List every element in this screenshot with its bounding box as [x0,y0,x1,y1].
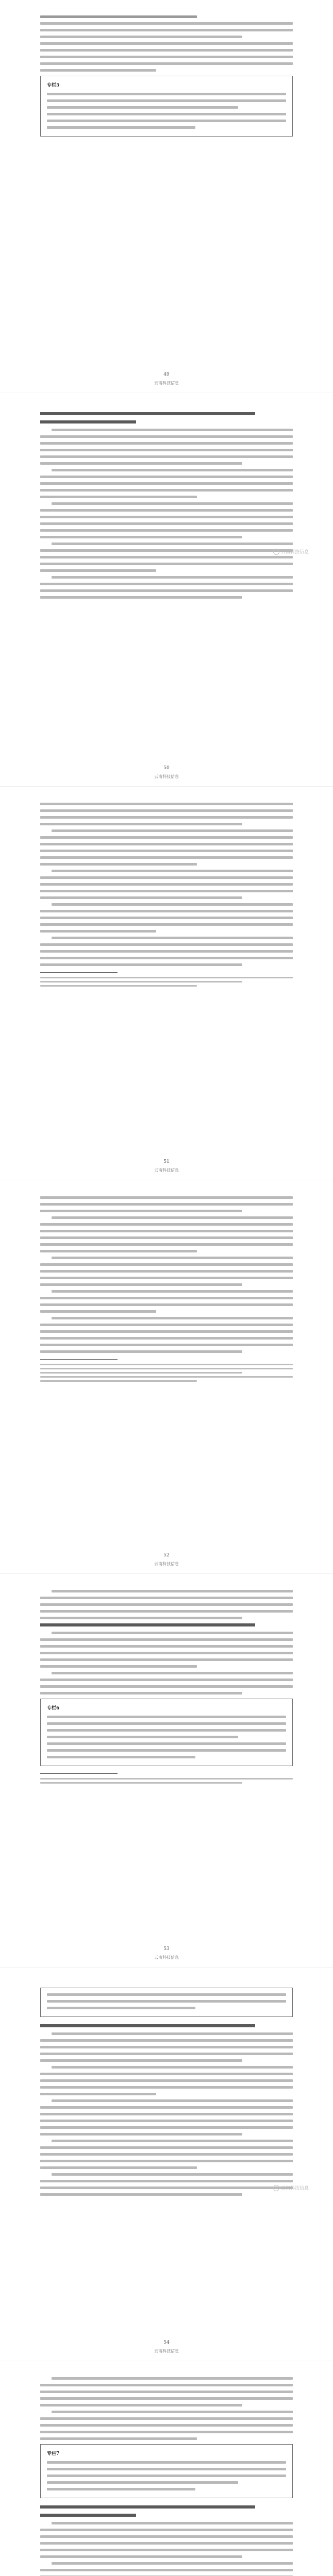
text-line [40,596,242,599]
page-body [40,1590,293,1786]
text-line [40,2529,293,2531]
text-line [52,2562,293,2565]
text-line [40,883,293,886]
text-line [40,1283,242,1286]
text-line [40,563,293,565]
page-separator [0,1573,333,1574]
text-line [40,963,242,966]
text-line [40,836,293,839]
text-line [47,2000,286,2003]
page-number: 54 [163,2340,170,2345]
text-line [52,1590,293,1592]
text-line [40,516,293,518]
text-line [40,2053,293,2055]
text-line [40,923,293,926]
page-body [40,1196,293,1384]
page-separator [0,786,333,787]
text-line [40,2384,293,2386]
section-heading [40,2505,255,2509]
text-line [40,589,293,592]
text-line [40,943,293,946]
text-line [40,1350,242,1353]
text-line [40,2093,156,2095]
page-number: 50 [163,766,170,771]
footnote-line [40,1368,293,1369]
text-line [40,843,293,845]
text-line [40,930,156,933]
text-line [40,1263,293,1266]
footnote-line [40,1782,242,1784]
text-line [40,816,293,819]
text-line [52,829,293,832]
page-footer: 云南科技信息 [154,381,179,385]
footnote-rule [40,1359,118,1360]
info-box [40,1699,293,1766]
text-line [40,56,293,58]
info-box [40,2444,293,2498]
text-line [40,42,293,45]
text-line [40,850,293,852]
watermark-logo-icon [273,549,279,555]
footnote-line [40,1372,242,1374]
text-line [47,1742,286,1745]
text-line [40,36,242,38]
text-line [52,429,293,431]
text-line [40,1652,293,1654]
page-separator [0,1967,333,1968]
text-line [52,2173,293,2176]
text-line [47,99,286,102]
section-heading [40,2514,136,2517]
text-line [52,2522,293,2524]
watermark-text: 云南科技信息 [281,2186,309,2191]
text-line [40,1230,293,1232]
page-body [40,1984,293,2200]
text-line [47,120,286,122]
page-footer: 云南科技信息 [154,2349,179,2353]
text-line [40,455,293,458]
text-line [52,870,293,872]
text-line [40,1617,242,1619]
text-line [40,2046,293,2048]
text-line [47,2481,238,2484]
text-line [47,2007,195,2009]
text-line [40,2073,293,2075]
text-line [40,863,197,866]
text-line [40,435,293,438]
page-number: 52 [163,1553,170,1558]
text-line [40,22,293,25]
text-line [52,903,293,906]
text-line [40,1203,293,1206]
text-line [52,1216,293,1219]
text-line [40,803,293,805]
text-line [52,1290,293,1293]
text-line [40,69,156,72]
text-line [52,2411,293,2413]
text-line [40,1250,197,1252]
text-line [40,2133,242,2136]
text-line [40,15,197,18]
text-line [40,2106,293,2109]
text-line [40,1665,197,1668]
text-line [40,950,293,953]
text-line [40,509,293,512]
text-line [40,2120,293,2122]
text-line [47,1756,195,1758]
text-line [40,449,293,451]
watermark [273,548,309,555]
text-line [40,529,293,532]
text-line [40,476,293,478]
text-line [40,1324,293,1326]
page-number: 51 [163,1159,170,1164]
text-line [40,2535,293,2538]
document-page-2 [0,394,333,785]
text-line [40,549,293,552]
text-line [52,1632,293,1634]
text-line [40,1610,293,1613]
text-line [40,442,293,445]
page-body [40,15,293,206]
info-box [40,1988,293,2017]
text-line [40,957,293,959]
text-line [40,1310,156,1313]
box-title: 专栏7 [47,2451,60,2456]
text-line [40,1603,293,1606]
footnote-rule [40,1773,118,1774]
text-line [40,1303,293,1306]
text-line [40,1685,293,1688]
text-line [52,937,293,939]
text-line [47,1729,286,1732]
footnote-line [40,1364,293,1365]
text-line [40,823,242,825]
document-page-4 [0,1181,333,1572]
text-line [40,49,293,52]
watermark [273,2184,309,2191]
footnote [40,1364,293,1382]
text-line [40,1210,242,1212]
text-line [40,489,293,492]
text-line [40,1196,293,1199]
footnote-line [40,981,242,982]
text-line [40,1638,293,1641]
text-line [40,890,293,892]
text-line [52,502,293,505]
document-page-6 [0,1968,333,2360]
text-line [47,126,195,129]
text-line [52,1257,293,1259]
text-line [47,1749,286,1752]
text-line [40,1692,242,1694]
text-line [40,482,293,485]
text-line [40,2193,242,2196]
text-line [40,1243,293,1246]
text-line [47,2468,286,2470]
text-line [40,1337,293,1340]
text-line [47,2461,286,2464]
text-line [52,543,293,545]
text-line [40,2059,242,2062]
text-line [40,1330,293,1333]
text-line [40,2431,293,2433]
text-line [47,106,238,109]
text-line [40,2187,293,2189]
text-line [40,2166,197,2169]
document-page-7 [0,2362,333,2576]
text-line [47,1722,286,1725]
section-heading [40,2024,255,2027]
footnote-line [40,1376,293,1378]
text-line [40,1223,293,1226]
text-line [40,1645,293,1648]
text-line [40,1297,293,1299]
text-line [52,2032,293,2035]
text-line [40,1270,293,1273]
text-line [40,62,293,65]
text-line [40,2039,293,2042]
text-line [40,556,293,558]
text-line [52,2140,293,2142]
box-title: 专栏5 [47,83,60,88]
text-line [40,536,242,538]
text-line [47,1993,286,1996]
footnote [40,977,293,987]
footnote-line [40,977,293,978]
text-line [47,2475,286,2477]
text-line [40,2079,293,2082]
text-line [40,910,293,912]
text-line [47,1736,238,1738]
text-line [40,2417,293,2420]
text-line [52,1672,293,1674]
document-page-5 [0,1574,333,1966]
text-line [40,2146,293,2149]
info-box [40,76,293,137]
page-footer: 云南科技信息 [154,1562,179,1566]
page-body [40,2377,293,2576]
text-line [40,2549,293,2551]
text-line [40,2180,293,2182]
text-line [40,2542,293,2545]
watermark-text: 云南科技信息 [281,550,309,555]
text-line [40,2153,293,2156]
footnote-rule [40,972,118,973]
text-line [40,2397,293,2400]
document-page-3 [0,787,333,1179]
text-line [40,917,293,919]
page-body [40,803,293,989]
text-line [40,856,293,859]
section-heading [40,412,255,415]
page-footer: 云南科技信息 [154,1168,179,1173]
text-line [40,1344,293,1346]
text-line [40,876,293,879]
page-footer: 云南科技信息 [154,1955,179,1960]
text-line [40,462,242,465]
text-line [40,522,293,525]
text-line [40,496,197,498]
text-line [47,1716,286,1718]
text-line [40,2555,242,2558]
text-line [52,2377,293,2380]
box-title: 专栏6 [47,1706,60,1711]
text-line [40,2113,293,2115]
text-line [40,2086,293,2089]
text-line [40,583,293,585]
footnote-line [40,1380,197,1382]
text-line [40,2404,242,2406]
footnote-line [40,985,197,987]
text-line [40,1679,293,1681]
section-heading [40,1623,255,1626]
footnote-line [40,1778,293,1780]
watermark-logo-icon [273,2185,279,2191]
text-line [40,2126,293,2129]
text-line [40,1597,293,1599]
text-line [40,2569,293,2571]
text-line [40,1236,293,1239]
section-heading [40,420,136,423]
text-line [40,2424,293,2427]
text-line [52,2099,293,2102]
text-line [47,93,286,95]
footnote [40,1778,293,1784]
text-line [52,576,293,579]
text-line [40,569,156,572]
text-line [47,113,286,115]
text-line [40,896,242,899]
page-footer: 云南科技信息 [154,774,179,779]
text-line [40,1277,293,1279]
page-number: 49 [163,372,170,377]
text-line [52,1317,293,1319]
text-line [40,2391,293,2393]
text-line [52,469,293,471]
text-line [40,1658,293,1661]
text-line [40,2437,197,2440]
page-number: 53 [163,1946,170,1952]
document-page-1 [0,0,333,392]
text-line [40,29,293,31]
text-line [40,2160,293,2162]
text-line [52,2066,293,2069]
text-line [40,809,293,812]
page-body [40,409,293,603]
text-line [47,2488,195,2490]
